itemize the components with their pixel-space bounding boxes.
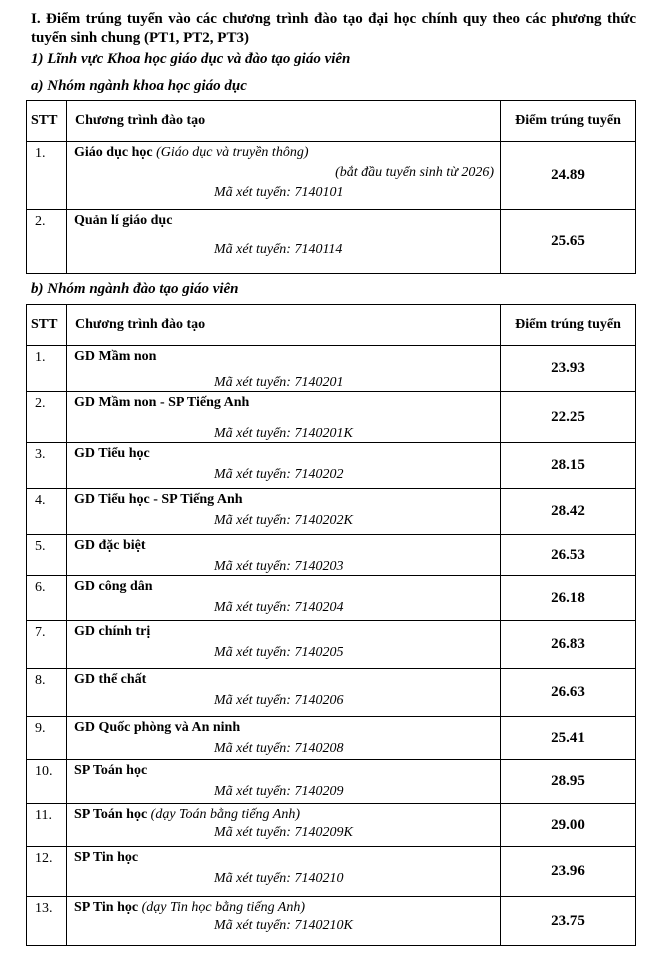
score-cell: 26.63 <box>501 669 636 717</box>
row-stt: 11. <box>27 804 67 847</box>
table-row <box>27 392 636 443</box>
row-stt: 5. <box>27 535 67 576</box>
program-name: GD Quốc phòng và An ninh <box>74 720 241 735</box>
table-row <box>27 535 636 576</box>
group-a-table <box>26 100 636 274</box>
program-cell <box>67 392 501 443</box>
program-code: Mã xét tuyển: 7140202K <box>214 513 353 528</box>
row-stt: 6. <box>27 576 67 621</box>
row-stt: 4. <box>27 489 67 535</box>
score-cell: 23.75 <box>501 897 636 946</box>
table-row <box>27 760 636 804</box>
program-cell <box>67 489 501 535</box>
program-cell <box>67 210 501 274</box>
col-program-header: Chương trình đào tạo <box>67 305 501 346</box>
program-cell <box>67 346 501 392</box>
program-cell <box>67 621 501 669</box>
table-row <box>27 804 636 847</box>
row-stt: 10. <box>27 760 67 804</box>
section-heading: I. Điểm trúng tuyển vào các chương trình đào tạo đại học chính quy theo các phương thức tuyển sinh chung (PT1, PT2, PT3) <box>31 11 636 46</box>
program-cell <box>67 847 501 897</box>
score-cell: 23.93 <box>501 346 636 392</box>
program-name: GD Mầm non - SP Tiếng Anh <box>74 395 250 410</box>
program-code: Mã xét tuyển: 7140209 <box>214 784 344 799</box>
group-a-title: a) Nhóm ngành khoa học giáo dục <box>31 78 247 94</box>
program-code: Mã xét tuyển: 7140209K <box>214 825 353 840</box>
score-cell: 28.95 <box>501 760 636 804</box>
table-row <box>27 897 636 946</box>
col-score-header: Điểm trúng tuyển <box>501 101 636 142</box>
program-name: SP Toán học <box>74 807 148 822</box>
program-cell <box>67 576 501 621</box>
program-code: Mã xét tuyển: 7140210 <box>214 871 344 886</box>
program-name: GD chính trị <box>74 624 151 639</box>
program-name: GD Tiểu học <box>74 446 150 461</box>
program-cell <box>67 142 501 210</box>
col-stt-header: STT <box>27 101 67 142</box>
program-desc: (dạy Tin học bằng tiếng Anh) <box>141 900 306 915</box>
program-code: Mã xét tuyển: 7140201 <box>214 375 344 390</box>
program-code: Mã xét tuyển: 7140208 <box>214 741 344 756</box>
score-cell: 29.00 <box>501 804 636 847</box>
row-stt: 7. <box>27 621 67 669</box>
row-stt: 2. <box>27 210 67 274</box>
row-stt: 13. <box>27 897 67 946</box>
program-code: Mã xét tuyển: 7140206 <box>214 693 344 708</box>
program-name: Quản lí giáo dục <box>74 213 173 228</box>
row-stt: 2. <box>27 392 67 443</box>
program-name: GD đặc biệt <box>74 538 146 553</box>
row-stt: 9. <box>27 717 67 760</box>
score-cell: 26.83 <box>501 621 636 669</box>
row-stt: 1. <box>27 142 67 210</box>
table-row <box>27 669 636 717</box>
program-cell <box>67 804 501 847</box>
program-name: GD Tiểu học - SP Tiếng Anh <box>74 492 243 507</box>
col-program-header: Chương trình đào tạo <box>67 101 501 142</box>
row-stt: 1. <box>27 346 67 392</box>
program-code: Mã xét tuyển: 7140205 <box>214 645 344 660</box>
program-name: SP Toán học <box>74 763 148 778</box>
score-cell: 23.96 <box>501 847 636 897</box>
table-header-row <box>27 101 636 142</box>
program-cell <box>67 535 501 576</box>
program-code: Mã xét tuyển: 7140114 <box>214 242 343 257</box>
table-row <box>27 576 636 621</box>
row-stt: 8. <box>27 669 67 717</box>
score-cell: 28.42 <box>501 489 636 535</box>
table-row <box>27 210 636 274</box>
score-cell: 28.15 <box>501 443 636 489</box>
table-row <box>27 346 636 392</box>
col-score-header: Điểm trúng tuyển <box>501 305 636 346</box>
program-code: Mã xét tuyển: 7140101 <box>214 185 344 200</box>
program-code: Mã xét tuyển: 7140210K <box>214 918 353 933</box>
score-cell: 26.18 <box>501 576 636 621</box>
program-cell <box>67 669 501 717</box>
program-cell <box>67 717 501 760</box>
score-cell: 22.25 <box>501 392 636 443</box>
program-name: Giáo dục học <box>74 145 153 160</box>
score-cell: 25.41 <box>501 717 636 760</box>
program-desc: (Giáo dục và truyền thông) <box>156 145 309 160</box>
program-name: GD Mầm non <box>74 349 157 364</box>
program-name: GD thể chất <box>74 672 147 687</box>
program-code: Mã xét tuyển: 7140201K <box>214 426 353 441</box>
table-header-row <box>27 305 636 346</box>
score-cell: 25.65 <box>501 210 636 274</box>
program-cell <box>67 443 501 489</box>
program-code: Mã xét tuyển: 7140204 <box>214 600 344 615</box>
table-row <box>27 847 636 897</box>
program-cell <box>67 897 501 946</box>
program-note: (bắt đầu tuyển sinh từ 2026) <box>335 165 494 180</box>
program-name: SP Tin học <box>74 900 139 915</box>
program-cell <box>67 760 501 804</box>
score-cell: 26.53 <box>501 535 636 576</box>
program-code: Mã xét tuyển: 7140203 <box>214 559 344 574</box>
group-b-table <box>26 304 636 946</box>
row-stt: 3. <box>27 443 67 489</box>
col-stt-header: STT <box>27 305 67 346</box>
program-name: SP Tin học <box>74 850 139 865</box>
program-name: GD công dân <box>74 579 153 594</box>
row-stt: 12. <box>27 847 67 897</box>
table-row <box>27 621 636 669</box>
table-row <box>27 489 636 535</box>
score-cell: 24.89 <box>501 142 636 210</box>
field-subheading: 1) Lĩnh vực Khoa học giáo dục và đào tạo giáo viên <box>31 51 351 67</box>
program-code: Mã xét tuyển: 7140202 <box>214 467 344 482</box>
table-row <box>27 717 636 760</box>
group-b-title: b) Nhóm ngành đào tạo giáo viên <box>31 281 239 297</box>
table-row <box>27 142 636 210</box>
table-row <box>27 443 636 489</box>
program-desc: (dạy Toán bằng tiếng Anh) <box>150 807 300 822</box>
